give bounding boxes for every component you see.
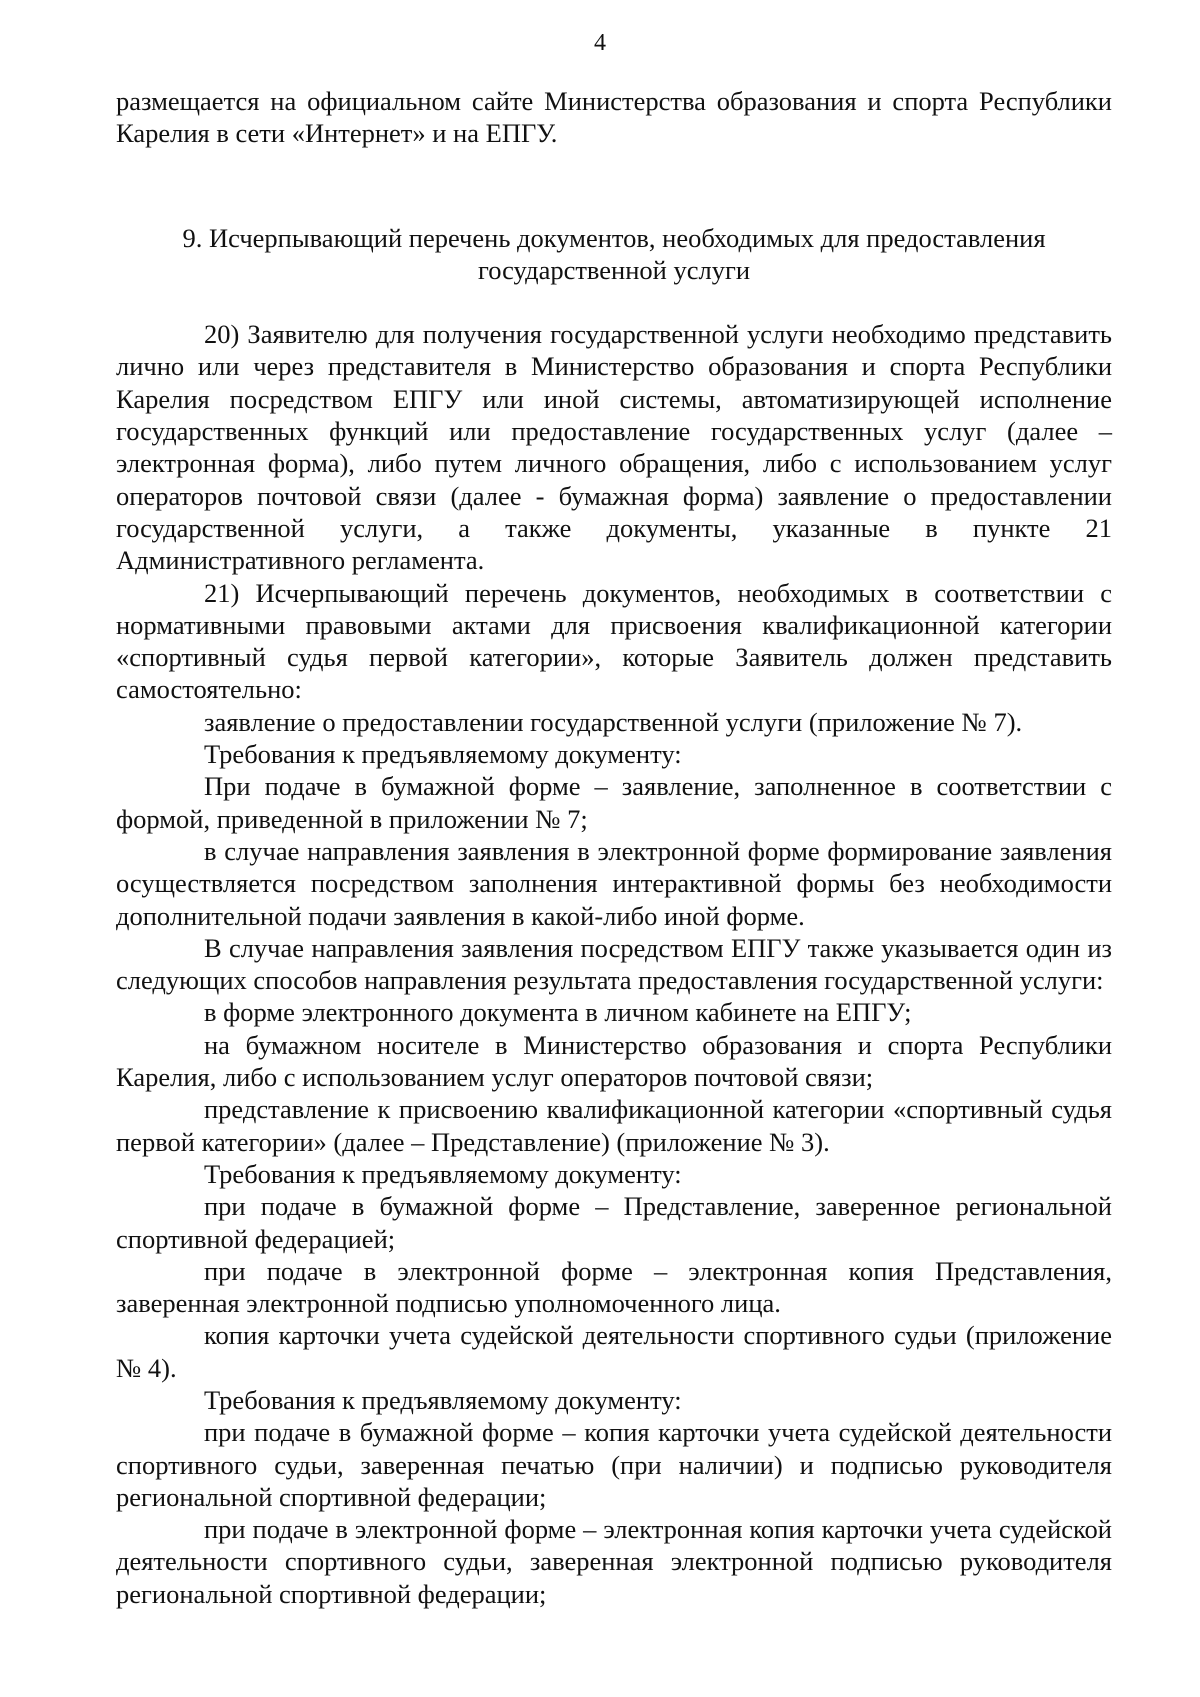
document-body (116, 85, 1112, 1610)
paragraph-submission-paper: при подаче в бумажной форме – Представление, заверенное региональной спортивной федерацией; (116, 1191, 1112, 1254)
page-number: 4 (594, 30, 606, 56)
paragraph-submission: представление к присвоению квалификационной категории «спортивный судья первой категории» (далее – Представление) (приложение № 3). (116, 1094, 1112, 1157)
paragraph-result-paper: на бумажном носителе в Министерство образования и спорта Республики Карелия, либо с использованием услуг операторов почтовой связи; (116, 1029, 1112, 1093)
paragraph-submission-electronic: при подаче в электронной форме – электронная копия Представления, заверенная электронной подписью уполномоченного лица. (116, 1255, 1112, 1319)
spacer (116, 150, 1112, 222)
section-heading-line-1: 9. Исчерпывающий перечень документов, необходимых для предоставления (182, 222, 1046, 253)
paragraph-epgu-result: В случае направления заявления посредством ЕПГУ также указывается один из следующих способов направления результата предоставления государственной услуги: (116, 932, 1112, 996)
paragraph-card-electronic: при подаче в электронной форме – электронная копия карточки учета судейской деятельности спортивного судьи, заверенная электронной подписью руководителя региональной спортивной федерации; (116, 1514, 1112, 1609)
paragraph-21: 21) Исчерпывающий перечень документов, необходимых в соответствии с нормативными правовыми актами для присвоения квалификационной категории «спортивный судья первой категории», которые Заявитель должен представить самостоятельно: (116, 577, 1112, 705)
paragraph-20: 20) Заявителю для получения государственной услуги необходимо представить лично или через представителя в Министерство образования и спорта Республики Карелия посредством ЕПГУ или иной системы, автоматизирующей исполнение государственных функций или предоставление государственных услуг (далее – электронная форма), либо путем личного обращения, либо с использованием услуг операторов почтовой связи (далее - бумажная форма) заявление о предоставлении государственной услуги, а также документы, указанные в пункте 21 Административного регламента. (116, 319, 1112, 576)
paragraph-result-electronic: в форме электронного документа в личном кабинете на ЕПГУ; (204, 997, 912, 1028)
section-heading-line-2: государственной услуги (477, 254, 751, 285)
paragraph-requirements: Требования к предъявляемому документу: (204, 1158, 682, 1189)
spacer (116, 286, 1112, 318)
paragraph-continuation: размещается на официальном сайте Министерства образования и спорта Республики Карелия в сети «Интернет» и на ЕПГУ. (116, 86, 1112, 149)
paragraph-requirements: Требования к предъявляемому документу: (204, 1384, 682, 1415)
paragraph-card-paper: при подаче в бумажной форме – копия карточки учета судейской деятельности спортивного судьи, заверенная печатью (при наличии) и подписью руководителя региональной спортивной федерации; (116, 1417, 1112, 1512)
paragraph-requirements: Требования к предъявляемому документу: (204, 739, 682, 770)
section-heading (116, 222, 1112, 287)
paragraph-paper-form: При подаче в бумажной форме – заявление, заполненное в соответствии с формой, приведенной в приложении № 7; (116, 771, 1112, 834)
paragraph-application: заявление о предоставлении государственной услуги (приложение № 7). (204, 706, 1023, 737)
paragraph-card-copy: копия карточки учета судейской деятельности спортивного судьи (приложение № 4). (116, 1320, 1112, 1383)
paragraph-electronic-form: в случае направления заявления в электронной форме формирование заявления осуществляется посредством заполнения интерактивной формы без необходимости дополнительной подачи заявления в какой-либо иной форме. (116, 835, 1112, 931)
